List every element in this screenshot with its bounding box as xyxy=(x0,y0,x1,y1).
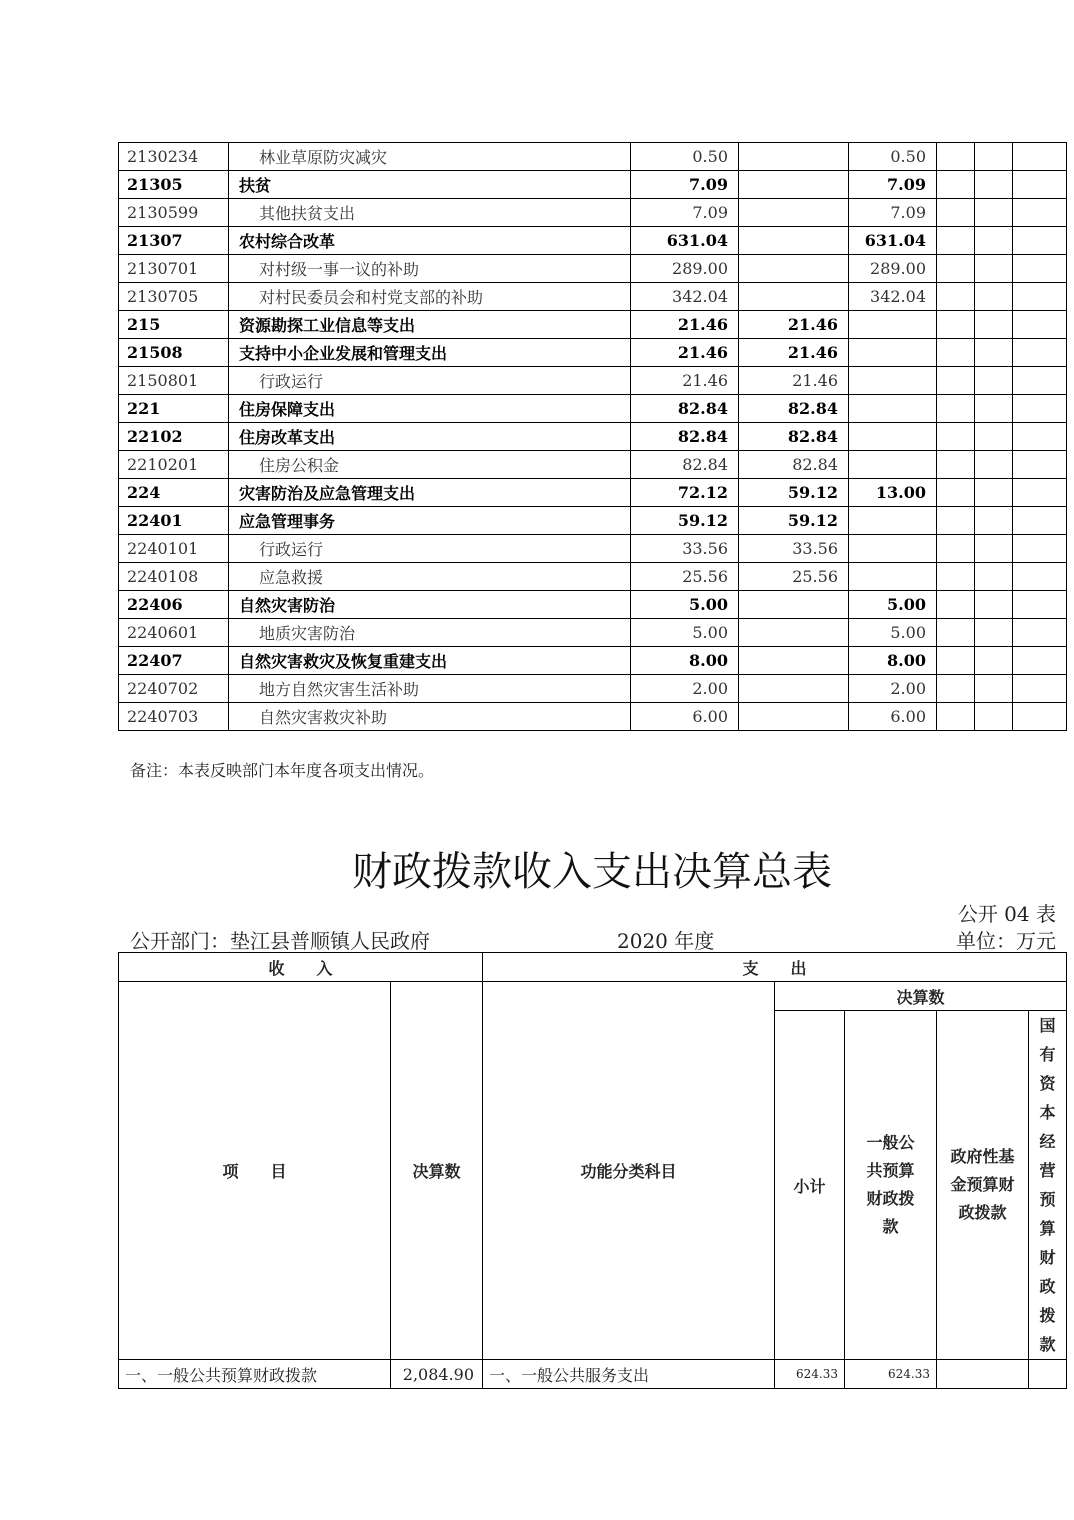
row-name: 自然灾害救灾补助 xyxy=(229,703,631,731)
row-name: 行政运行 xyxy=(229,535,631,563)
row-extra-3 xyxy=(1013,535,1067,563)
row-extra-1 xyxy=(937,647,975,675)
row-amount: 2,084.90 xyxy=(391,1360,483,1389)
row-extra-2 xyxy=(975,703,1013,731)
col-gov-fund: 政府性基金预算财政拨款 xyxy=(937,1011,1029,1360)
row-code: 2240702 xyxy=(119,675,229,703)
table-row xyxy=(119,619,1067,647)
row-name: 住房改革支出 xyxy=(229,423,631,451)
row-extra-1 xyxy=(937,703,975,731)
row-name: 对村级一事一议的补助 xyxy=(229,255,631,283)
row-total: 21.46 xyxy=(631,367,739,395)
row-extra-3 xyxy=(1013,507,1067,535)
row-total: 5.00 xyxy=(631,591,739,619)
table-row xyxy=(119,507,1067,535)
table-row xyxy=(119,479,1067,507)
row-extra-1 xyxy=(937,423,975,451)
row-name: 地质灾害防治 xyxy=(229,619,631,647)
row-extra-1 xyxy=(937,619,975,647)
row-total: 33.56 xyxy=(631,535,739,563)
unit-label: 单位：万元 xyxy=(956,929,1056,953)
row-code: 2150801 xyxy=(119,367,229,395)
row-total: 5.00 xyxy=(631,619,739,647)
table-row xyxy=(119,339,1067,367)
row-name: 行政运行 xyxy=(229,367,631,395)
row-extra-3 xyxy=(1013,423,1067,451)
row-code: 22102 xyxy=(119,423,229,451)
row-total: 7.09 xyxy=(631,199,739,227)
row-total: 25.56 xyxy=(631,563,739,591)
row-total: 82.84 xyxy=(631,451,739,479)
income-header: 收 入 xyxy=(119,953,483,982)
row-name: 支持中小企业发展和管理支出 xyxy=(229,339,631,367)
row-subtotal: 624.33 xyxy=(775,1360,845,1389)
row-project: 13.00 xyxy=(849,479,937,507)
row-name: 资源勘探工业信息等支出 xyxy=(229,311,631,339)
row-basic: 21.46 xyxy=(739,339,849,367)
row-basic: 82.84 xyxy=(739,395,849,423)
row-extra-2 xyxy=(975,591,1013,619)
row-code: 2130701 xyxy=(119,255,229,283)
row-project xyxy=(849,311,937,339)
table-row xyxy=(119,703,1067,731)
row-total: 72.12 xyxy=(631,479,739,507)
row-function: 一、一般公共服务支出 xyxy=(483,1360,775,1389)
row-project: 5.00 xyxy=(849,591,937,619)
row-total: 6.00 xyxy=(631,703,739,731)
table-row xyxy=(119,395,1067,423)
row-extra-3 xyxy=(1013,395,1067,423)
row-total: 7.09 xyxy=(631,171,739,199)
row-extra-2 xyxy=(975,199,1013,227)
row-project xyxy=(849,395,937,423)
row-total: 2.00 xyxy=(631,675,739,703)
row-extra-3 xyxy=(1013,283,1067,311)
row-project xyxy=(849,563,937,591)
row-project xyxy=(849,507,937,535)
table-row xyxy=(119,647,1067,675)
row-extra-1 xyxy=(937,395,975,423)
row-extra-2 xyxy=(975,563,1013,591)
row-project xyxy=(849,339,937,367)
table-row xyxy=(119,255,1067,283)
row-extra-2 xyxy=(975,283,1013,311)
row-extra-1 xyxy=(937,143,975,171)
col-amount: 决算数 xyxy=(391,982,483,1360)
table-row xyxy=(119,143,1067,171)
row-basic: 82.84 xyxy=(739,423,849,451)
row-code: 224 xyxy=(119,479,229,507)
row-project: 7.09 xyxy=(849,171,937,199)
row-extra-1 xyxy=(937,283,975,311)
row-name: 其他扶贫支出 xyxy=(229,199,631,227)
row-extra-2 xyxy=(975,535,1013,563)
fiscal-year: 2020 年度 xyxy=(617,929,715,953)
row-general: 624.33 xyxy=(845,1360,937,1389)
row-project: 631.04 xyxy=(849,227,937,255)
row-project: 0.50 xyxy=(849,143,937,171)
table-row xyxy=(119,367,1067,395)
row-extra-1 xyxy=(937,479,975,507)
row-extra-3 xyxy=(1013,619,1067,647)
row-extra-2 xyxy=(975,647,1013,675)
row-extra-2 xyxy=(975,227,1013,255)
row-code: 2210201 xyxy=(119,451,229,479)
row-extra-3 xyxy=(1013,339,1067,367)
row-basic xyxy=(739,199,849,227)
table-row xyxy=(119,451,1067,479)
row-code: 22406 xyxy=(119,591,229,619)
row-extra-3 xyxy=(1013,311,1067,339)
row-project: 7.09 xyxy=(849,199,937,227)
table-row xyxy=(119,563,1067,591)
row-extra-2 xyxy=(975,675,1013,703)
row-extra-2 xyxy=(975,171,1013,199)
page-title: 财政拨款收入支出决算总表 xyxy=(352,849,832,895)
row-extra-1 xyxy=(937,339,975,367)
row-gov-fund xyxy=(937,1360,1029,1389)
row-basic xyxy=(739,227,849,255)
row-extra-2 xyxy=(975,143,1013,171)
row-code: 2240703 xyxy=(119,703,229,731)
row-extra-3 xyxy=(1013,143,1067,171)
row-project: 8.00 xyxy=(849,647,937,675)
row-code: 21305 xyxy=(119,171,229,199)
row-extra-3 xyxy=(1013,171,1067,199)
col-state-capital: 国有资本经营预算财政拨款 xyxy=(1029,1011,1067,1360)
row-extra-2 xyxy=(975,451,1013,479)
row-basic: 59.12 xyxy=(739,479,849,507)
row-code: 2240101 xyxy=(119,535,229,563)
row-project: 342.04 xyxy=(849,283,937,311)
table-number: 公开 04 表 xyxy=(957,902,1056,926)
row-code: 21307 xyxy=(119,227,229,255)
row-name: 林业草原防灾减灾 xyxy=(229,143,631,171)
row-extra-3 xyxy=(1013,675,1067,703)
row-total: 0.50 xyxy=(631,143,739,171)
row-extra-1 xyxy=(937,535,975,563)
row-total: 59.12 xyxy=(631,507,739,535)
row-project: 6.00 xyxy=(849,703,937,731)
row-name: 农村综合改革 xyxy=(229,227,631,255)
row-code: 2240108 xyxy=(119,563,229,591)
table-row xyxy=(119,423,1067,451)
row-name: 对村民委员会和村党支部的补助 xyxy=(229,283,631,311)
row-code: 2130234 xyxy=(119,143,229,171)
table-note: 备注：本表反映部门本年度各项支出情况。 xyxy=(130,761,435,780)
row-code: 221 xyxy=(119,395,229,423)
expense-header: 支 出 xyxy=(483,953,1067,982)
row-total: 289.00 xyxy=(631,255,739,283)
row-total: 631.04 xyxy=(631,227,739,255)
row-extra-2 xyxy=(975,507,1013,535)
row-name: 住房保障支出 xyxy=(229,395,631,423)
row-extra-1 xyxy=(937,311,975,339)
row-name: 扶贫 xyxy=(229,171,631,199)
row-extra-3 xyxy=(1013,255,1067,283)
row-name: 地方自然灾害生活补助 xyxy=(229,675,631,703)
row-total: 8.00 xyxy=(631,647,739,675)
row-extra-2 xyxy=(975,423,1013,451)
col-subtotal: 小计 xyxy=(775,1011,845,1360)
row-basic xyxy=(739,171,849,199)
row-extra-1 xyxy=(937,227,975,255)
row-name: 灾害防治及应急管理支出 xyxy=(229,479,631,507)
row-basic: 21.46 xyxy=(739,311,849,339)
row-extra-3 xyxy=(1013,563,1067,591)
col-item: 项 目 xyxy=(119,982,391,1360)
row-basic: 82.84 xyxy=(739,451,849,479)
row-extra-2 xyxy=(975,311,1013,339)
row-extra-1 xyxy=(937,451,975,479)
row-basic xyxy=(739,619,849,647)
row-code: 22407 xyxy=(119,647,229,675)
row-extra-3 xyxy=(1013,199,1067,227)
row-code: 2130705 xyxy=(119,283,229,311)
table-row xyxy=(119,171,1067,199)
row-extra-1 xyxy=(937,255,975,283)
fiscal-summary-table xyxy=(118,952,1067,1389)
table-row xyxy=(119,283,1067,311)
row-project xyxy=(849,451,937,479)
row-code: 21508 xyxy=(119,339,229,367)
row-basic xyxy=(739,283,849,311)
row-basic: 21.46 xyxy=(739,367,849,395)
row-extra-3 xyxy=(1013,367,1067,395)
row-extra-1 xyxy=(937,675,975,703)
row-extra-2 xyxy=(975,395,1013,423)
row-extra-1 xyxy=(937,367,975,395)
row-code: 2130599 xyxy=(119,199,229,227)
row-total: 82.84 xyxy=(631,423,739,451)
row-total: 21.46 xyxy=(631,339,739,367)
row-name: 应急管理事务 xyxy=(229,507,631,535)
row-basic: 59.12 xyxy=(739,507,849,535)
row-name: 自然灾害防治 xyxy=(229,591,631,619)
row-extra-2 xyxy=(975,255,1013,283)
juesuan-group-header: 决算数 xyxy=(775,982,1067,1011)
row-basic xyxy=(739,143,849,171)
row-state-capital xyxy=(1029,1360,1067,1389)
row-total: 82.84 xyxy=(631,395,739,423)
row-extra-3 xyxy=(1013,591,1067,619)
table-row xyxy=(119,675,1067,703)
row-extra-3 xyxy=(1013,479,1067,507)
row-project: 5.00 xyxy=(849,619,937,647)
row-item: 一、一般公共预算财政拨款 xyxy=(119,1360,391,1389)
row-extra-3 xyxy=(1013,647,1067,675)
table-row xyxy=(119,227,1067,255)
col-function-category: 功能分类科目 xyxy=(483,982,775,1360)
row-name: 自然灾害救灾及恢复重建支出 xyxy=(229,647,631,675)
row-code: 2240601 xyxy=(119,619,229,647)
col-general-budget: 一般公共预算财政拨款 xyxy=(845,1011,937,1360)
row-basic: 25.56 xyxy=(739,563,849,591)
table-row xyxy=(119,1360,1067,1389)
row-extra-1 xyxy=(937,591,975,619)
row-extra-2 xyxy=(975,479,1013,507)
row-project: 289.00 xyxy=(849,255,937,283)
row-extra-3 xyxy=(1013,451,1067,479)
row-project xyxy=(849,423,937,451)
fiscal-summary-body xyxy=(119,1360,1067,1389)
table-row xyxy=(119,535,1067,563)
row-basic xyxy=(739,591,849,619)
table-row xyxy=(119,591,1067,619)
row-basic: 33.56 xyxy=(739,535,849,563)
row-project xyxy=(849,535,937,563)
row-total: 342.04 xyxy=(631,283,739,311)
row-extra-2 xyxy=(975,619,1013,647)
row-extra-2 xyxy=(975,367,1013,395)
row-extra-2 xyxy=(975,339,1013,367)
row-extra-1 xyxy=(937,507,975,535)
row-basic xyxy=(739,703,849,731)
row-extra-3 xyxy=(1013,703,1067,731)
row-name: 应急救援 xyxy=(229,563,631,591)
expenditure-table-body xyxy=(119,143,1067,731)
row-name: 住房公积金 xyxy=(229,451,631,479)
row-extra-1 xyxy=(937,171,975,199)
table-row xyxy=(119,311,1067,339)
row-project: 2.00 xyxy=(849,675,937,703)
row-extra-1 xyxy=(937,563,975,591)
row-extra-1 xyxy=(937,199,975,227)
department-label: 公开部门：垫江县普顺镇人民政府 xyxy=(130,929,430,953)
row-basic xyxy=(739,675,849,703)
row-code: 215 xyxy=(119,311,229,339)
row-extra-3 xyxy=(1013,227,1067,255)
row-basic xyxy=(739,647,849,675)
expenditure-table xyxy=(118,142,1067,731)
row-project xyxy=(849,367,937,395)
row-total: 21.46 xyxy=(631,311,739,339)
row-basic xyxy=(739,255,849,283)
row-code: 22401 xyxy=(119,507,229,535)
table-row xyxy=(119,199,1067,227)
